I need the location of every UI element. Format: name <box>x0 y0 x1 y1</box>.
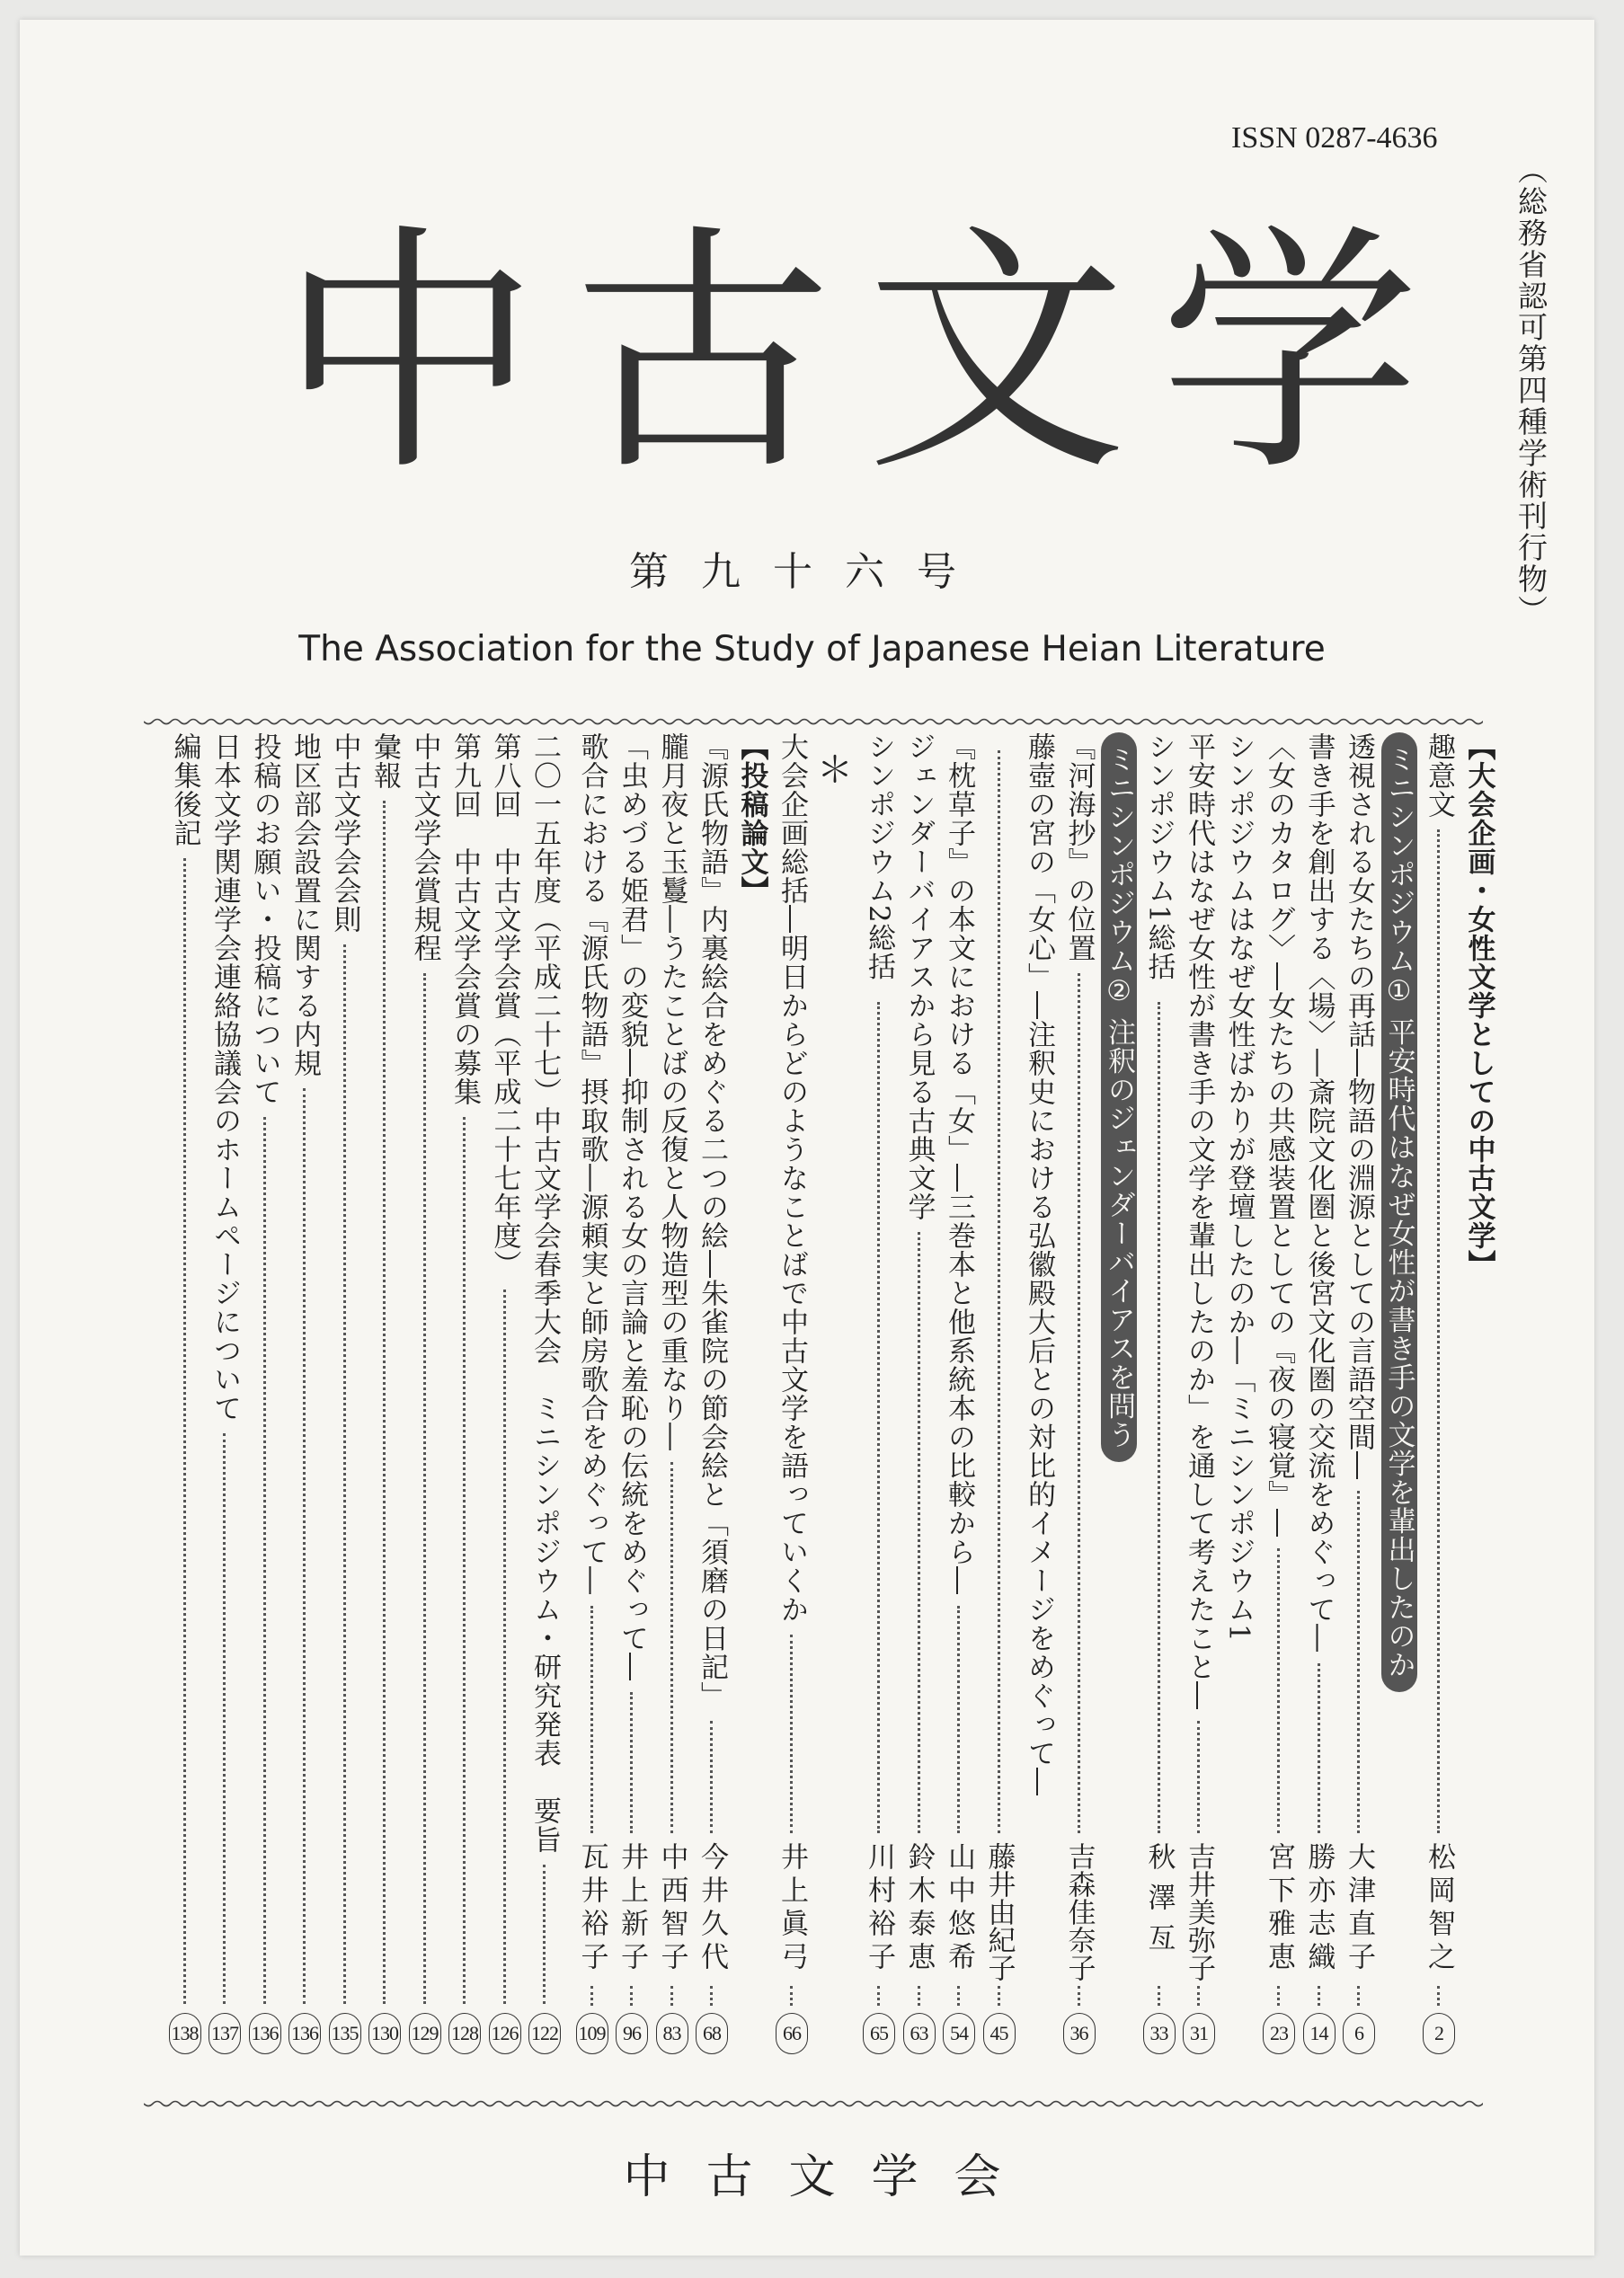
page-number: 54 <box>943 2013 975 2054</box>
entry-author: 瓦井裕子 <box>575 1842 608 1975</box>
toc-entry <box>367 732 403 2058</box>
entry-title: 透視される女たちの再話―物語の淵源としての言語空間― <box>1343 732 1375 1480</box>
toc-entry <box>407 732 443 2058</box>
entry-title: 趣意文 <box>1423 732 1455 819</box>
leader-dots <box>1437 829 1440 1833</box>
entry-title: 第八回 中古文学会賞（平成二十七年度） <box>488 732 521 1279</box>
entry-title: シンポジウム2総括 <box>863 732 895 981</box>
page-number: 6 <box>1343 2013 1375 2054</box>
page-number: 33 <box>1143 2013 1176 2054</box>
toc-entry <box>811 732 853 2058</box>
leader-dots <box>1197 1986 1200 2006</box>
english-title: The Association for the Study of Japanese Heian Literature <box>298 629 1326 669</box>
entry-title: 二〇一五年度（平成二十七）中古文学会春季大会 ミニシンポジウム・研究発表 要旨 <box>528 732 561 1854</box>
toc-entry <box>1301 732 1337 2058</box>
leader-dots <box>998 1986 1000 2006</box>
entry-title: 投稿のお願い・投稿について <box>248 732 281 1106</box>
leader-dots <box>957 1986 960 2006</box>
leader-dots <box>670 1986 673 2006</box>
leader-dots <box>263 1117 266 2004</box>
leader-dots <box>1318 1663 1320 1833</box>
entry-author: 秋澤亙 <box>1142 1842 1176 1963</box>
toc-entry <box>694 732 730 2058</box>
leader-dots <box>303 1088 306 2004</box>
toc-entry <box>1101 732 1137 2058</box>
toc-entry <box>1341 732 1377 2058</box>
entry-author: 井上新子 <box>616 1842 648 1975</box>
entry-title: 書き手を創出する〈場〉―斎院文化圏と後宮文化圏の交流をめぐって― <box>1302 732 1336 1653</box>
title-char: 中 <box>279 203 539 506</box>
entry-title: 中古文学会賞規程 <box>408 732 441 962</box>
entry-title: シンポジウムはなぜ女性ばかりが登壇したのか―「ミニシンポジウム1 <box>1222 732 1256 1643</box>
toc-entry <box>734 732 770 2058</box>
leader-dots <box>918 1986 920 2006</box>
leader-dots <box>1197 1721 1200 1833</box>
leader-dots <box>957 1606 960 1833</box>
entry-author: 宮下雅恵 <box>1263 1842 1295 1975</box>
entry-author: 吉森佳奈子 <box>1062 1842 1096 1981</box>
page-number: 137 <box>209 2013 241 2054</box>
entry-author: 大津直子 <box>1343 1842 1375 1975</box>
page-number: 130 <box>368 2013 401 2054</box>
page-number: 109 <box>576 2013 608 2054</box>
section-heading: 【大会企画・女性文学としての中古文学】 <box>1462 732 1495 1279</box>
page-number: 2 <box>1423 2013 1455 2054</box>
entry-title: 彙報 <box>368 732 401 790</box>
toc-entry <box>1261 732 1297 2058</box>
title-char: 古 <box>572 203 833 506</box>
leader-dots <box>1357 1491 1360 1833</box>
section-banner: ミニシンポジウム① 平安時代はなぜ女性が書き手の文学を輩出したのか <box>1381 732 1417 1692</box>
section-heading: 【投稿論文】 <box>735 732 768 905</box>
leader-dots <box>918 1232 920 1833</box>
page-number: 36 <box>1063 2013 1096 2054</box>
leader-dots <box>1158 1002 1160 1833</box>
toc-entry <box>1181 732 1217 2058</box>
entry-title: 『枕草子』の本文における「女」―三巻本と他系統本の比較から― <box>943 732 975 1595</box>
page-number: 122 <box>528 2013 561 2054</box>
entry-author: 川村裕子 <box>863 1842 895 1975</box>
entry-title: ジェンダーバイアスから見る古典文学 <box>902 732 936 1221</box>
page-number: 45 <box>983 2013 1016 2054</box>
leader-dots <box>503 1290 506 2004</box>
toc-entry <box>207 732 243 2058</box>
entry-title: 編集後記 <box>168 732 201 847</box>
entry-author: 勝亦志織 <box>1302 1842 1336 1975</box>
page-number: 68 <box>696 2013 728 2054</box>
leader-dots <box>463 1117 466 2004</box>
entry-title: シンポジウム1総括 <box>1142 732 1176 981</box>
toc-entry <box>1461 732 1497 2058</box>
issn-number: ISSN 0287-4636 <box>1231 121 1438 155</box>
bottom-wavy-divider <box>144 2098 1483 2109</box>
leader-dots <box>1277 1986 1280 2006</box>
page-number: 126 <box>489 2013 521 2054</box>
toc-entry <box>901 732 937 2058</box>
section-banner: ミニシンポジウム② 注釈のジェンダーバイアスを問う <box>1101 732 1137 1462</box>
entry-author: 中西智子 <box>655 1842 688 1975</box>
toc-entry <box>167 732 203 2058</box>
leader-dots <box>1318 1986 1320 2006</box>
toc-entry <box>981 732 1017 2058</box>
entry-author: 藤井由紀子 <box>982 1842 1016 1981</box>
leader-dots <box>590 1986 593 2006</box>
leader-dots <box>183 858 186 2004</box>
toc-entry <box>1221 732 1257 2058</box>
leader-dots <box>383 801 386 2004</box>
top-wavy-divider <box>144 716 1483 727</box>
entry-title: 『源氏物語』内裏絵合をめぐる二つの絵―朱雀院の節会絵と「須磨の日記」 <box>696 732 728 1710</box>
toc-entry <box>861 732 897 2058</box>
toc-entry <box>327 732 363 2058</box>
leader-dots <box>223 1433 226 2004</box>
leader-dots <box>710 1721 713 1833</box>
page-number: 96 <box>616 2013 648 2054</box>
leader-dots <box>1078 1986 1080 2006</box>
entry-title: 朧月夜と玉鬘―うたことばの反復と人物造型の重なり― <box>655 732 688 1451</box>
toc-entry <box>447 732 483 2058</box>
toc-entry <box>1381 732 1417 2058</box>
entry-title: 日本文学関連学会連絡協議会のホームページについて <box>209 732 241 1423</box>
entry-title: 〈女のカタログ〉―女たちの共感装置としての『夜の寝覚』― <box>1263 732 1295 1538</box>
leader-dots <box>790 1635 793 1833</box>
toc-entry <box>247 732 283 2058</box>
page-number: 129 <box>409 2013 441 2054</box>
entry-title: 『河海抄』の位置 <box>1062 732 1096 962</box>
page-number: 138 <box>169 2013 201 2054</box>
entry-title: 大会企画総括―明日からどのようなことばで中古文学を語っていくか <box>776 732 808 1624</box>
entry-author: 松岡智之 <box>1423 1842 1455 1975</box>
entry-title: 地区部会設置に関する内規 <box>288 732 321 1077</box>
entry-author: 井上眞弓 <box>776 1842 808 1975</box>
separator-star: ＊ <box>811 750 853 787</box>
leader-dots <box>1158 1986 1160 2006</box>
page-number: 23 <box>1263 2013 1295 2054</box>
toc-entry <box>941 732 977 2058</box>
toc-entry <box>614 732 650 2058</box>
leader-dots <box>710 1986 713 2006</box>
entry-author: 鈴木泰恵 <box>902 1842 936 1975</box>
page-number: 14 <box>1303 2013 1336 2054</box>
leader-dots <box>877 1002 880 1833</box>
toc-entry <box>1421 732 1457 2058</box>
leader-dots <box>998 750 1000 1833</box>
leader-dots <box>877 1986 880 2006</box>
toc-entry <box>1141 732 1177 2058</box>
toc-entry <box>487 732 523 2058</box>
permit-note: （総務省認可第四種学術刊行物） <box>1513 155 1549 626</box>
page-number: 66 <box>776 2013 808 2054</box>
toc-entry <box>287 732 323 2058</box>
publisher-name: 中古文学会 <box>623 2150 1037 2204</box>
page-number: 135 <box>329 2013 361 2054</box>
entry-title: 藤壺の宮の「女心」―注釈史における弘徽殿大后との対比的イメージをめぐって― <box>1023 732 1055 1796</box>
issue-number: 第九十六号 <box>629 549 989 595</box>
entry-title: 第九回 中古文学会賞の募集 <box>448 732 481 1106</box>
page-number: 83 <box>656 2013 688 2054</box>
entry-author: 吉井美弥子 <box>1183 1842 1215 1981</box>
journal-title <box>279 203 1420 506</box>
leader-dots <box>1078 973 1080 1833</box>
table-of-contents <box>126 732 1501 2058</box>
leader-dots <box>630 1692 633 1833</box>
leader-dots <box>1437 1986 1440 2006</box>
page-number: 31 <box>1183 2013 1215 2054</box>
page-number: 128 <box>448 2013 481 2054</box>
leader-dots <box>590 1606 593 1833</box>
leader-dots <box>670 1462 673 1833</box>
toc-entry <box>1061 732 1097 2058</box>
leader-dots <box>630 1986 633 2006</box>
page-number: 136 <box>249 2013 281 2054</box>
page-number: 63 <box>903 2013 936 2054</box>
entry-author: 今井久代 <box>696 1842 728 1975</box>
title-char: 学 <box>1158 203 1420 506</box>
leader-dots <box>423 973 426 2004</box>
entry-title: 歌合における『源氏物語』摂取歌―源頼実と師房歌合をめぐって― <box>575 732 608 1595</box>
leader-dots <box>1357 1986 1360 2006</box>
entry-author: 山中悠希 <box>943 1842 975 1975</box>
page-number: 136 <box>288 2013 321 2054</box>
entry-title: 中古文学会会則 <box>328 732 361 934</box>
page-number: 65 <box>863 2013 895 2054</box>
entry-title: 「虫めづる姫君」の変貌―抑制される女の言論と羞恥の伝統をめぐって― <box>616 732 648 1681</box>
toc-entry <box>654 732 690 2058</box>
leader-dots <box>543 1865 546 2004</box>
title-char: 文 <box>865 203 1127 506</box>
leader-dots <box>343 944 346 2004</box>
toc-entry <box>527 732 563 2058</box>
toc-entry <box>574 732 610 2058</box>
toc-entry <box>774 732 810 2058</box>
leader-dots <box>1277 1548 1280 1833</box>
leader-dots <box>790 1986 793 2006</box>
toc-entry <box>1021 732 1057 2058</box>
entry-title: 平安時代はなぜ女性が書き手の文学を輩出したのか」を通して考えたこと― <box>1183 732 1215 1710</box>
